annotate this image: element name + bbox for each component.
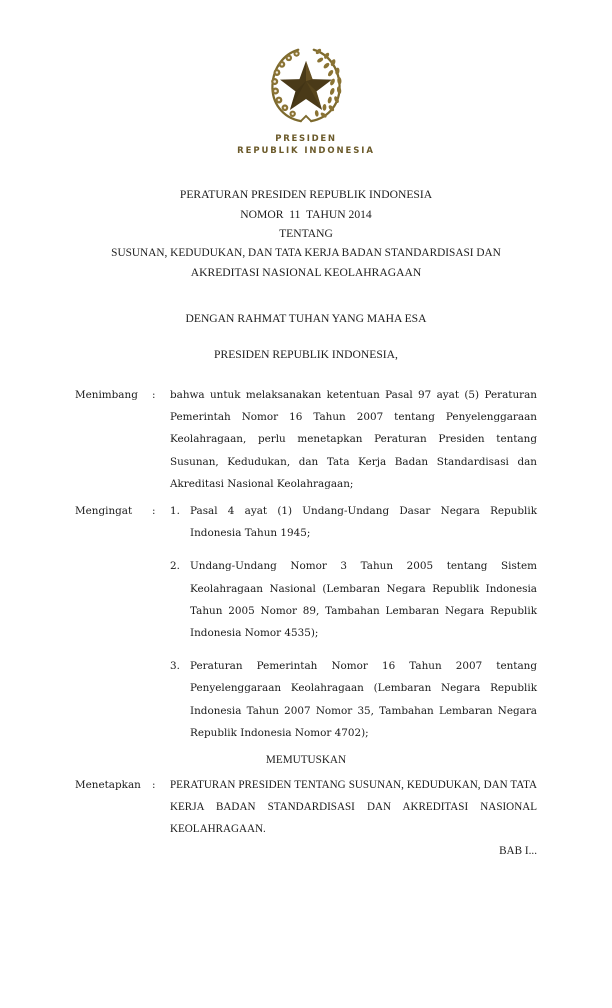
emblem-caption [0,134,612,157]
authority-line: PRESIDEN REPUBLIK INDONESIA, [214,348,398,361]
title-regulation-type: PERATURAN PRESIDEN REPUBLIK INDONESIA [179,188,433,201]
list-item-number: 2. [170,560,180,573]
menimbang-label: Menimbang [75,389,138,401]
mengingat-list-wrap [170,500,537,744]
list-item [170,555,537,644]
clause-mengingat [75,500,537,744]
menimbang-text [170,384,537,495]
list-item [170,500,537,544]
menetapkan-colon: : [152,779,156,791]
mengingat-list [170,500,537,744]
list-item [170,655,537,744]
clause-menetapkan [75,774,537,841]
next-section-indicator: BAB I... [499,845,537,857]
indonesian-presidential-star-wreath-emblem [263,42,349,128]
mengingat-colon: : [152,505,156,517]
title-subject-line2: AKREDITASI NASIONAL KEOLAHRAGAAN [190,266,422,279]
menetapkan-paragraph: PERATURAN PRESIDEN TENTANG SUSUNAN, KEDUDUKAN, DAN TATA KERJA BADAN STANDARDISASI DAN AKREDITASI NASIONAL KEOLAHRAGAAN. [170,779,537,836]
menetapkan-text [170,774,537,841]
list-item-number: 3. [170,660,180,673]
emblem-caption-line2: REPUBLIK INDONESIA [237,145,375,156]
emblem-caption-line1: PRESIDEN [275,134,337,144]
memutuskan-heading: MEMUTUSKAN [265,754,347,766]
title-tentang-label: TENTANG [279,227,333,240]
title-number-year: NOMOR 11 TAHUN 2014 [240,207,372,221]
menimbang-colon: : [152,389,156,401]
list-item-text: Pasal 4 ayat (1) Undang-Undang Dasar Negara Republik Indonesia Tahun 1945; [190,505,537,540]
page-title [36,185,576,283]
menimbang-paragraph: bahwa untuk melaksanakan ketentuan Pasal 97 ayat (5) Peraturan Pemerintah Nomor 16 Tahun 2007 tentang Penyelenggaraan Keolahragaan, perlu menetapkan Peraturan Presiden tentang Susunan, Kedudukan, dan Tata Kerja Badan Standardisasi dan Akreditasi Nasional Keolahragaan; [170,389,537,490]
title-subject-line1: SUSUNAN, KEDUDUKAN, DAN TATA KERJA BADAN STANDARDISASI DAN [111,246,501,259]
list-item-text: Undang-Undang Nomor 3 Tahun 2005 tentang Sistem Keolahragaan Nasional (Lembaran Negara Republik Indonesia Tahun 2005 Nomor 89, Tambahan Lembaran Negara Republik Indonesia Nomor 4535); [190,560,537,640]
list-item-number: 1. [170,505,180,517]
mengingat-label: Mengingat [75,505,133,517]
emblem-block [0,42,612,157]
clause-menimbang [75,384,537,495]
menetapkan-label: Menetapkan [75,779,141,791]
list-item-text: Peraturan Pemerintah Nomor 16 Tahun 2007 tentang Penyelenggaraan Keolahragaan (Lembaran Negara Republik Indonesia Tahun 2007 Nomor 35, Tambahan Lembaran Negara Republik Indonesia Nomor 4702); [190,660,537,739]
blessing-line: DENGAN RAHMAT TUHAN YANG MAHA ESA [185,312,427,325]
